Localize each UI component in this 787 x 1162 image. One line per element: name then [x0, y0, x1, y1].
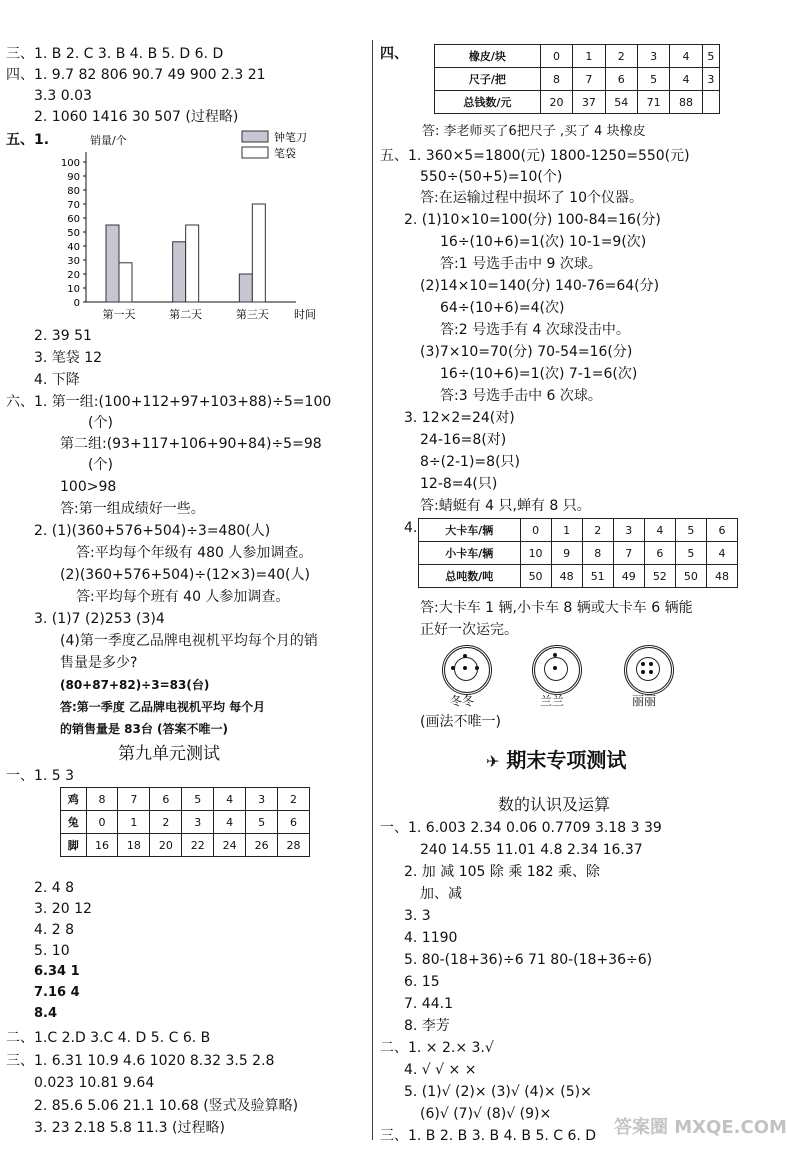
table-row — [61, 811, 310, 834]
answer-line: 64÷(10+6)=4(次) — [440, 300, 565, 316]
table-cell: 4 — [214, 811, 246, 834]
x-tick-label: 第二天 — [169, 308, 203, 321]
answer-line: 2. 1060 1416 30 507 (过程略) — [34, 109, 239, 125]
table-row — [419, 565, 738, 588]
circle-label: 丽丽 — [632, 694, 657, 708]
answer-line: 三、1. B 2. C 3. B 4. B 5. D 6. D — [6, 46, 224, 62]
table-cell: 0 — [86, 811, 118, 834]
table-cell: 1 — [118, 811, 150, 834]
answer-line: 二、1. × 2.× 3.√ — [380, 1040, 494, 1056]
bar-chart — [50, 128, 380, 323]
answer-line: 2. 85.6 5.06 21.1 10.68 (竖式及验算略) — [34, 1098, 299, 1114]
section-subtitle: 数的认识及运算 — [498, 795, 611, 814]
bar-b — [186, 225, 199, 302]
table-cell: 2 — [278, 788, 310, 811]
table-cell: 20 — [150, 834, 182, 857]
table-row — [435, 68, 720, 91]
answer-line: (个) — [88, 415, 113, 431]
table-cell: 5 — [246, 811, 278, 834]
answer-line: 二、1.C 2.D 3.C 4. D 5. C 6. B — [6, 1030, 211, 1046]
answer-line: 2. (1)10×10=100(分) 100-84=16(分) — [404, 212, 661, 228]
answer-line: (80+87+82)÷3=83(台) — [60, 678, 210, 692]
table-cell: 50 — [520, 565, 551, 588]
row-header: 尺子/把 — [435, 68, 541, 91]
answer-line: 答:3 号选手击中 6 次球。 — [440, 388, 602, 404]
y-tick-label: 50 — [67, 228, 80, 239]
y-tick-label: 90 — [67, 172, 80, 183]
answer-line: 4. 下降 — [34, 372, 80, 388]
circle-label: 兰兰 — [540, 694, 565, 708]
answer-line: 2. 4 8 — [34, 880, 75, 896]
table-cell: 7 — [118, 788, 150, 811]
answer-line: 240 14.55 11.01 4.8 2.34 16.37 — [420, 842, 643, 858]
table-cell: 6 — [644, 542, 675, 565]
table-cell: 50 — [675, 565, 706, 588]
answer-line: 3. 笔袋 12 — [34, 350, 103, 366]
answer-line: (画法不唯一) — [420, 714, 501, 730]
table-cell: 3 — [637, 45, 669, 68]
table-cell: 4 — [644, 519, 675, 542]
table-cell: 5 — [182, 788, 214, 811]
answer-line: 答:第一组成绩好一些。 — [60, 501, 205, 517]
table-cell: 37 — [573, 91, 605, 114]
bar-b — [252, 204, 265, 302]
watermark: 答案圈 MXQE.COM — [614, 1117, 787, 1138]
table-cell — [702, 91, 719, 114]
bar-a — [239, 274, 252, 302]
row-header: 总吨数/吨 — [419, 565, 521, 588]
answer-line: 五、1. — [6, 132, 50, 148]
legend-swatch-a — [242, 131, 268, 142]
answer-line: 答: 李老师买了6把尺子 ,买了 4 块橡皮 — [422, 124, 646, 139]
answer-line: 答:大卡车 1 辆,小卡车 8 辆或大卡车 6 辆能 — [420, 600, 693, 616]
y-tick-label: 10 — [67, 284, 80, 295]
table-cell: 6 — [706, 519, 737, 542]
answer-line: 2. 39 51 — [34, 328, 92, 344]
bar-b — [119, 263, 132, 302]
answer-line: 5. (1)√ (2)× (3)√ (4)× (5)× — [404, 1084, 592, 1100]
circle-label: 冬冬 — [450, 694, 475, 708]
bar-a — [173, 242, 186, 302]
answer-line: 100>98 — [60, 479, 117, 495]
y-tick-label: 40 — [67, 242, 80, 253]
answer-line: (个) — [88, 457, 113, 473]
answer-line: 六、1. 第一组:(100+112+97+103+88)÷5=100 — [6, 394, 332, 410]
chicken-rabbit-table — [60, 787, 310, 857]
table-cell: 26 — [246, 834, 278, 857]
table-cell: 51 — [582, 565, 613, 588]
answer-line: 答:在运输过程中损坏了 10个仪器。 — [420, 190, 643, 206]
table-cell: 5 — [675, 542, 706, 565]
answer-line: 7.16 4 — [34, 985, 80, 1000]
answer-line: 2. (1)(360+576+504)÷3=480(人) — [34, 523, 271, 539]
answer-line: 4. √ √ × × — [404, 1062, 477, 1078]
answer-line: 2. 加 减 105 除 乘 182 乘、除 — [404, 864, 600, 880]
table-cell: 20 — [540, 91, 572, 114]
table-cell: 1 — [573, 45, 605, 68]
x-tick-label: 第三天 — [235, 308, 269, 321]
chart-ylabel: 销量/个 — [90, 134, 127, 147]
table-cell: 28 — [278, 834, 310, 857]
row-header: 大卡车/辆 — [419, 519, 521, 542]
answer-line: 的销售量是 83台 (答案不唯一) — [60, 722, 229, 736]
answer-line: 答:蜻蜓有 4 只,蝉有 8 只。 — [420, 498, 591, 514]
y-tick-label: 70 — [67, 200, 80, 211]
x-axis-label: 时间 — [294, 308, 316, 321]
table-cell: 8 — [86, 788, 118, 811]
y-tick-label: 30 — [67, 256, 80, 267]
y-tick-label: 20 — [67, 270, 80, 281]
table-cell: 6 — [278, 811, 310, 834]
table-cell: 7 — [613, 542, 644, 565]
answer-line: 6. 15 — [404, 974, 440, 990]
rocket-icon: ✈ — [486, 752, 500, 771]
table-cell: 2 — [582, 519, 613, 542]
answer-line: 三、1. B 2. B 3. B 4. B 5. C 6. D — [380, 1128, 597, 1144]
answer-line: (6)√ (7)√ (8)√ (9)× — [420, 1106, 552, 1122]
table-cell: 3 — [182, 811, 214, 834]
answer-line: 5. 80-(18+36)÷6 71 80-(18+36÷6) — [404, 952, 653, 968]
y-tick-label: 0 — [73, 298, 80, 309]
table-cell: 8 — [540, 68, 572, 91]
answer-line: 12-8=4(只) — [420, 476, 498, 492]
legend-label-b: 笔袋 — [274, 147, 296, 160]
table-cell: 54 — [605, 91, 637, 114]
table-cell: 0 — [540, 45, 572, 68]
table-cell: 3 — [702, 68, 719, 91]
row-header: 小卡车/辆 — [419, 542, 521, 565]
table-cell: 4 — [214, 788, 246, 811]
answer-line: 0.023 10.81 9.64 — [34, 1075, 155, 1091]
table-row — [61, 788, 310, 811]
answer-line: 第二组:(93+117+106+90+84)÷5=98 — [60, 436, 322, 452]
answer-line: 4. 1190 — [404, 930, 458, 946]
table-row — [419, 519, 738, 542]
table-cell: 0 — [520, 519, 551, 542]
table-cell: 4 — [670, 68, 702, 91]
table-cell: 7 — [573, 68, 605, 91]
table-cell: 22 — [182, 834, 214, 857]
table-cell: 6 — [605, 68, 637, 91]
answer-line: (3)7×10=70(分) 70-54=16(分) — [420, 344, 633, 360]
table-cell: 48 — [551, 565, 582, 588]
row-header: 橡皮/块 — [435, 45, 541, 68]
table-row — [61, 834, 310, 857]
table-row — [419, 542, 738, 565]
answer-line: 8÷(2-1)=8(只) — [420, 454, 520, 470]
answer-line: 5. 10 — [34, 943, 70, 959]
table-cell: 24 — [214, 834, 246, 857]
answer-line: 16÷(10+6)=1(次) 7-1=6(次) — [440, 366, 638, 382]
answer-line: 4. 2 8 — [34, 922, 75, 938]
unit9-title: 第九单元测试 — [118, 744, 220, 764]
table-cell: 49 — [613, 565, 644, 588]
table-cell: 6 — [150, 788, 182, 811]
table-cell: 4 — [670, 45, 702, 68]
rubber-ruler-table — [434, 44, 720, 114]
table-cell: 71 — [637, 91, 669, 114]
table-cell: 88 — [670, 91, 702, 114]
answer-line: 答:1 号选手击中 9 次球。 — [440, 256, 602, 272]
table-cell: 2 — [150, 811, 182, 834]
answer-line: 正好一次运完。 — [420, 622, 518, 638]
row-header: 总钱数/元 — [435, 91, 541, 114]
answer-line: 四、1. 9.7 82 806 90.7 49 900 2.3 21 — [6, 67, 266, 83]
table-cell: 2 — [605, 45, 637, 68]
table-cell: 5 — [637, 68, 669, 91]
target-circle-1 — [442, 645, 492, 695]
row-header: 鸡 — [61, 788, 87, 811]
legend-label-a: 钟笔刀 — [274, 131, 307, 144]
answer-line: 答:第一季度 乙品牌电视机平均 每个月 — [60, 700, 266, 714]
table-cell: 48 — [706, 565, 737, 588]
table-cell: 4 — [706, 542, 737, 565]
table-cell: 16 — [86, 834, 118, 857]
answer-line: 答:平均每个年级有 480 人参加调查。 — [76, 545, 313, 561]
answer-line: 8.4 — [34, 1006, 58, 1021]
answer-line: 加、减 — [420, 886, 462, 902]
row-header: 脚 — [61, 834, 87, 857]
table-cell: 10 — [520, 542, 551, 565]
answer-line: 7. 44.1 — [404, 996, 453, 1012]
answer-line: (4)第一季度乙品牌电视机平均每个月的销 — [60, 633, 318, 649]
answer-line: 4. — [404, 520, 418, 536]
answer-line: 三、1. 6.31 10.9 4.6 1020 8.32 3.5 2.8 — [6, 1053, 275, 1069]
target-circle-2 — [532, 645, 582, 695]
table-cell: 8 — [582, 542, 613, 565]
answer-line: 3. 20 12 — [34, 901, 92, 917]
answer-line: 24-16=8(对) — [420, 432, 507, 448]
answer-line: 3. (1)7 (2)253 (3)4 — [34, 611, 165, 627]
answer-line: 一、1. 5 3 — [6, 768, 75, 784]
x-tick-label: 第一天 — [102, 308, 136, 321]
table-cell: 3 — [613, 519, 644, 542]
legend-swatch-b — [242, 147, 268, 158]
table-row — [435, 45, 720, 68]
answer-line: 售量是多少? — [60, 655, 138, 671]
answer-line: 答:平均每个班有 40 人参加调查。 — [76, 589, 290, 605]
answer-line: 16÷(10+6)=1(次) 10-1=9(次) — [440, 234, 647, 250]
answer-line: (2)14×10=140(分) 140-76=64(分) — [420, 278, 660, 294]
row-header: 兔 — [61, 811, 87, 834]
answer-line: 一、1. 6.003 2.34 0.06 0.7709 3.18 3 39 — [380, 820, 662, 836]
section-label: 四、 — [380, 46, 408, 62]
answer-line: 五、1. 360×5=1800(元) 1800-1250=550(元) — [380, 148, 690, 164]
y-tick-label: 80 — [67, 186, 80, 197]
final-title-text: 期末专项测试 — [506, 748, 627, 772]
answer-line: 答:2 号选手有 4 次球没击中。 — [440, 322, 630, 338]
answer-line: 550÷(50+5)=10(个) — [420, 169, 563, 185]
answer-line: (2)(360+576+504)÷(12×3)=40(人) — [60, 567, 310, 583]
table-cell: 1 — [551, 519, 582, 542]
y-tick-label: 60 — [67, 214, 80, 225]
answer-line: 3. 23 2.18 5.8 11.3 (过程略) — [34, 1120, 225, 1136]
target-circle-3 — [624, 645, 674, 695]
truck-table — [418, 518, 738, 588]
bar-a — [106, 225, 119, 302]
answer-line: 3. 3 — [404, 908, 431, 924]
y-tick-label: 100 — [60, 158, 80, 169]
table-cell: 5 — [702, 45, 719, 68]
answer-line: 6.34 1 — [34, 964, 80, 979]
table-cell: 9 — [551, 542, 582, 565]
final-test-title — [486, 750, 626, 772]
table-row — [435, 91, 720, 114]
table-cell: 52 — [644, 565, 675, 588]
table-cell: 3 — [246, 788, 278, 811]
answer-line: 8. 李芳 — [404, 1018, 450, 1034]
table-cell: 18 — [118, 834, 150, 857]
answer-line: 3. 12×2=24(对) — [404, 410, 515, 426]
table-cell: 5 — [675, 519, 706, 542]
answer-line: 3.3 0.03 — [34, 88, 92, 104]
